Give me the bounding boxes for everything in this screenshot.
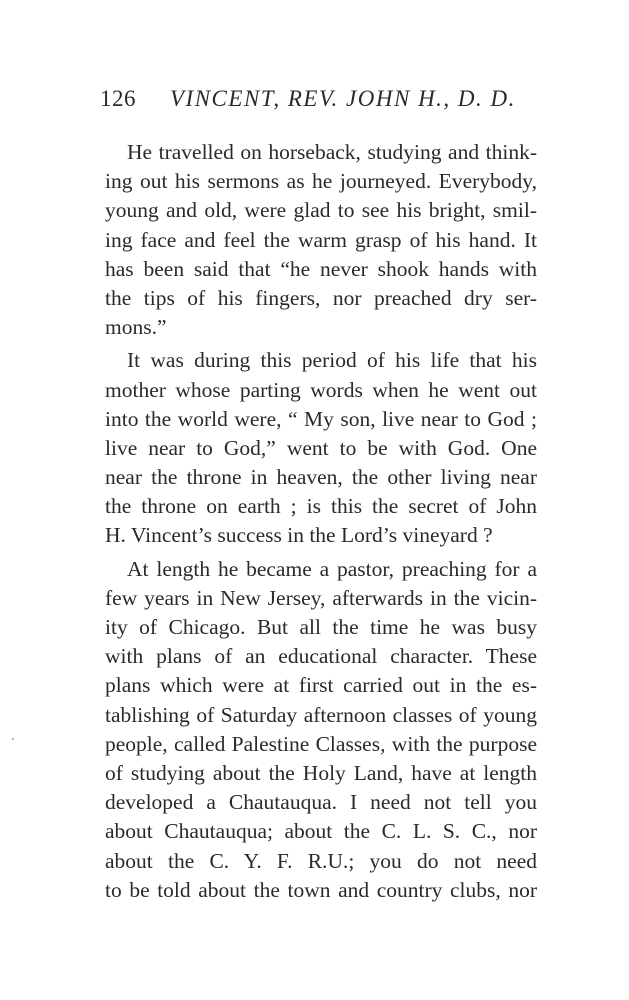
text-line: mother whose parting words when he went out [105, 377, 537, 402]
text-line: the throne on earth ; is this the secret of John [105, 494, 537, 519]
text-line: plans which were at first carried out in the es- [105, 673, 537, 698]
text-line: near the throne in heaven, the other living near [105, 465, 537, 490]
text-line: of studying about the Holy Land, have at length [105, 760, 537, 785]
paragraph-1 [105, 138, 537, 342]
text-line: ing out his sermons as he journeyed. Everybody, [105, 169, 537, 194]
text-line: to be told about the town and country clubs, nor [105, 877, 537, 902]
page-number: 126 [100, 86, 136, 111]
text-line: about Chautauqua; about the C. L. S. C., nor [105, 819, 537, 844]
text-line: ing face and feel the warm grasp of his hand. It [105, 227, 537, 252]
text-line: has been said that “he never shook hands with [105, 256, 537, 281]
paper-speck [12, 738, 14, 740]
text-line: H. Vincent’s success in the Lord’s vineyard ? [105, 523, 493, 548]
text-line: few years in New Jersey, afterwards in the vicin- [105, 585, 537, 610]
text-line: tablishing of Saturday afternoon classes of young [105, 702, 537, 727]
body-text [105, 138, 537, 909]
text-line: the tips of his fingers, nor preached dry ser- [105, 285, 537, 310]
text-line: live near to God,” went to be with God. One [105, 435, 537, 460]
text-line: with plans of an educational character. These [105, 644, 537, 669]
text-line: It was during this period of his life that his [127, 348, 537, 373]
text-line: about the C. Y. F. R.U.; you do not need [105, 848, 537, 873]
text-line: into the world were, “ My son, live near to God ; [105, 406, 537, 431]
text-line: ity of Chicago. But all the time he was busy [105, 615, 537, 639]
text-line: people, called Palestine Classes, with the purpose [105, 731, 537, 756]
page-header [100, 86, 540, 120]
text-line: At length he became a pastor, preaching for a [127, 556, 537, 581]
running-head: VINCENT, REV. JOHN H., D. D. [170, 86, 516, 111]
text-line: young and old, were glad to see his bright, smil- [105, 198, 537, 223]
text-line: developed a Chautauqua. I need not tell you [105, 790, 537, 815]
text-line: mons.” [105, 315, 167, 340]
paragraph-3 [105, 555, 537, 905]
text-line: He travelled on horseback, studying and think- [127, 140, 537, 164]
paragraph-2 [105, 346, 537, 550]
